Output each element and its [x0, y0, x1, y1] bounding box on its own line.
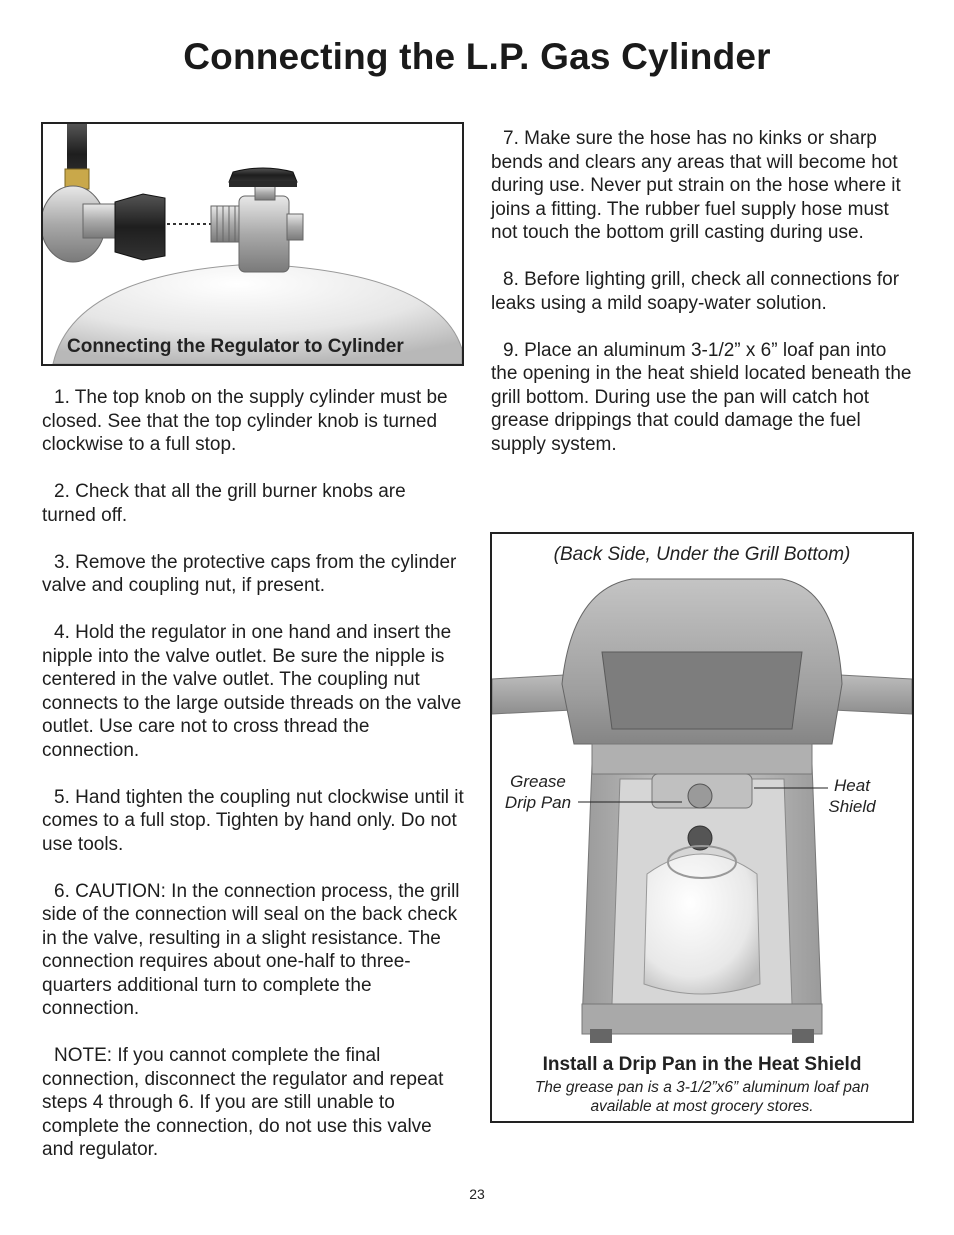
figure-note: The grease pan is a 3-1/2”x6” aluminum loaf pan available at most grocery stores.	[534, 1079, 870, 1115]
figure-caption: Connecting the Regulator to Cylinder	[67, 336, 404, 357]
page-number: 23	[469, 1186, 485, 1202]
step-9: 9. Place an aluminum 3-1/2” x 6” loaf pan into the opening in the heat shield located beneath the grill bottom. During use the pan will catch hot grease drippings that could damage the fuel supply system.	[491, 339, 912, 455]
drip-pan-figure	[490, 532, 914, 1123]
step-2: 2. Check that all the grill burner knobs are turned off.	[42, 481, 406, 526]
figure-caption: Install a Drip Pan in the Heat Shield	[542, 1054, 862, 1075]
figure-subtitle: (Back Side, Under the Grill Bottom)	[553, 544, 851, 565]
page-title: Connecting the L.P. Gas Cylinder	[183, 36, 771, 77]
step-6: 6. CAUTION: In the connection process, the grill side of the connection will seal on the back check in the valve, resulting in a slight resistance. The connection requires about one-half to three-quarters additional turn to complete the connection.	[42, 880, 460, 1019]
regulator-figure	[41, 122, 464, 366]
step-7: 7. Make sure the hose has no kinks or sharp bends and clears any areas that will become hot during use. Never put strain on the hose where it joins a fitting. The rubber fuel supply hose must not touch the bottom grill casting during use.	[491, 128, 901, 243]
grease-drip-pan-label: Grease Drip Pan	[504, 772, 572, 812]
left-column	[42, 386, 464, 1185]
step-4: 4. Hold the regulator in one hand and insert the nipple into the valve outlet. Be sure the nipple is centered in the valve outlet. The coupling nut connects to the large outside threads on the valve outlet. Use care not to cross thread the connection.	[42, 622, 462, 761]
step-8: 8. Before lighting grill, check all connections for leaks using a mild soapy-water solution.	[491, 269, 900, 314]
step-3: 3. Remove the protective caps from the cylinder valve and coupling nut, if present.	[42, 551, 457, 596]
heat-shield-label: Heat Shield	[828, 776, 876, 816]
note-paragraph: NOTE: If you cannot complete the final connection, disconnect the regulator and repeat steps 4 through 6. If you are still unable to complete the connection, do not use this valve and regulator.	[42, 1045, 444, 1160]
grill-back-illustration	[492, 534, 912, 1121]
right-column	[491, 127, 913, 480]
regulator-cylinder-illustration	[43, 124, 462, 364]
step-5: 5. Hand tighten the coupling nut clockwise until it comes to a full stop. Tighten by hand only. Do not use tools.	[42, 786, 464, 855]
step-1: 1. The top knob on the supply cylinder must be closed. See that the top cylinder knob is turned clockwise to a full stop.	[42, 387, 448, 455]
